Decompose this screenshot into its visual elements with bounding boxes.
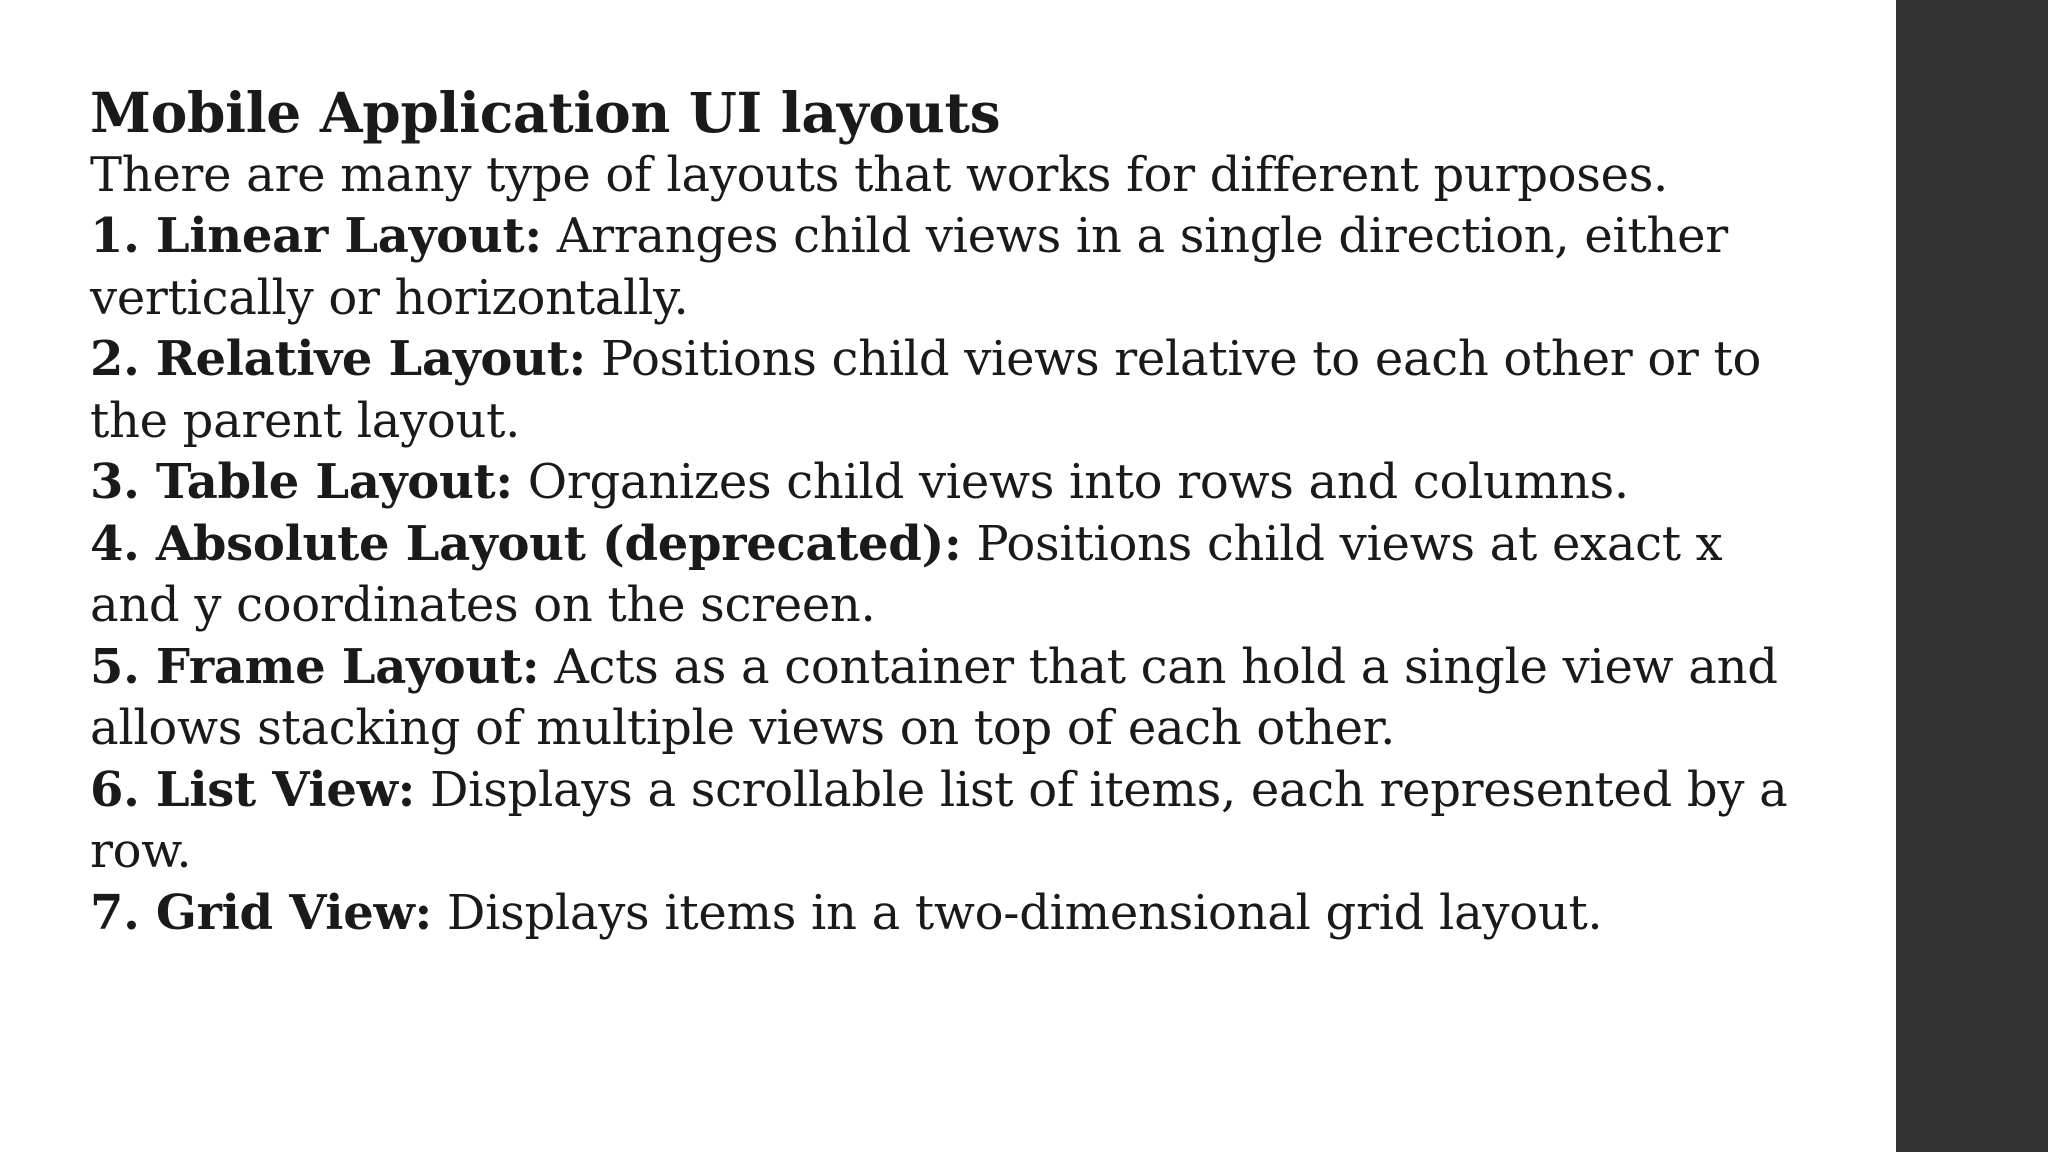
item-label: 5. Frame Layout: [90,638,540,695]
item-description: Positions child views relative to each other or to the parent layout. [90,331,1762,449]
list-item-grid-view [90,883,1790,945]
item-label: 6. List View: [90,761,416,818]
item-label: 1. Linear Layout: [90,208,542,264]
layout-list [90,206,1790,944]
slide-content [90,82,1790,944]
item-description: Displays a scrollable list of items, each represented by a row. [90,761,1788,879]
item-description: Acts as a container that can hold a single view and allows stacking of multiple views on top of each other. [90,638,1778,756]
side-bar [1896,0,2048,1152]
list-item-list-view [90,760,1790,883]
item-label: 4. Absolute Layout (deprecated): [90,515,962,572]
list-item-frame-layout [90,637,1790,760]
slide-title: Mobile Application UI layouts [90,80,1001,145]
list-item-linear-layout [90,206,1790,329]
item-label: 2. Relative Layout: [90,331,586,387]
intro-text: There are many type of layouts that works for different purposes. [90,147,1669,203]
list-item-table-layout [90,452,1790,514]
item-description: Positions child views at exact x and y coordinates on the screen. [90,515,1723,633]
item-description: Arranges child views in a single direction, either vertically or horizontally. [90,208,1728,326]
list-item-relative-layout [90,329,1790,452]
item-description: Displays items in a two-dimensional grid layout. [431,884,1603,941]
list-item-absolute-layout [90,514,1790,637]
item-description: Organizes child views into rows and columns. [512,454,1629,510]
item-label: 3. Table Layout: [90,454,513,510]
item-label: 7. Grid View: [90,884,432,941]
